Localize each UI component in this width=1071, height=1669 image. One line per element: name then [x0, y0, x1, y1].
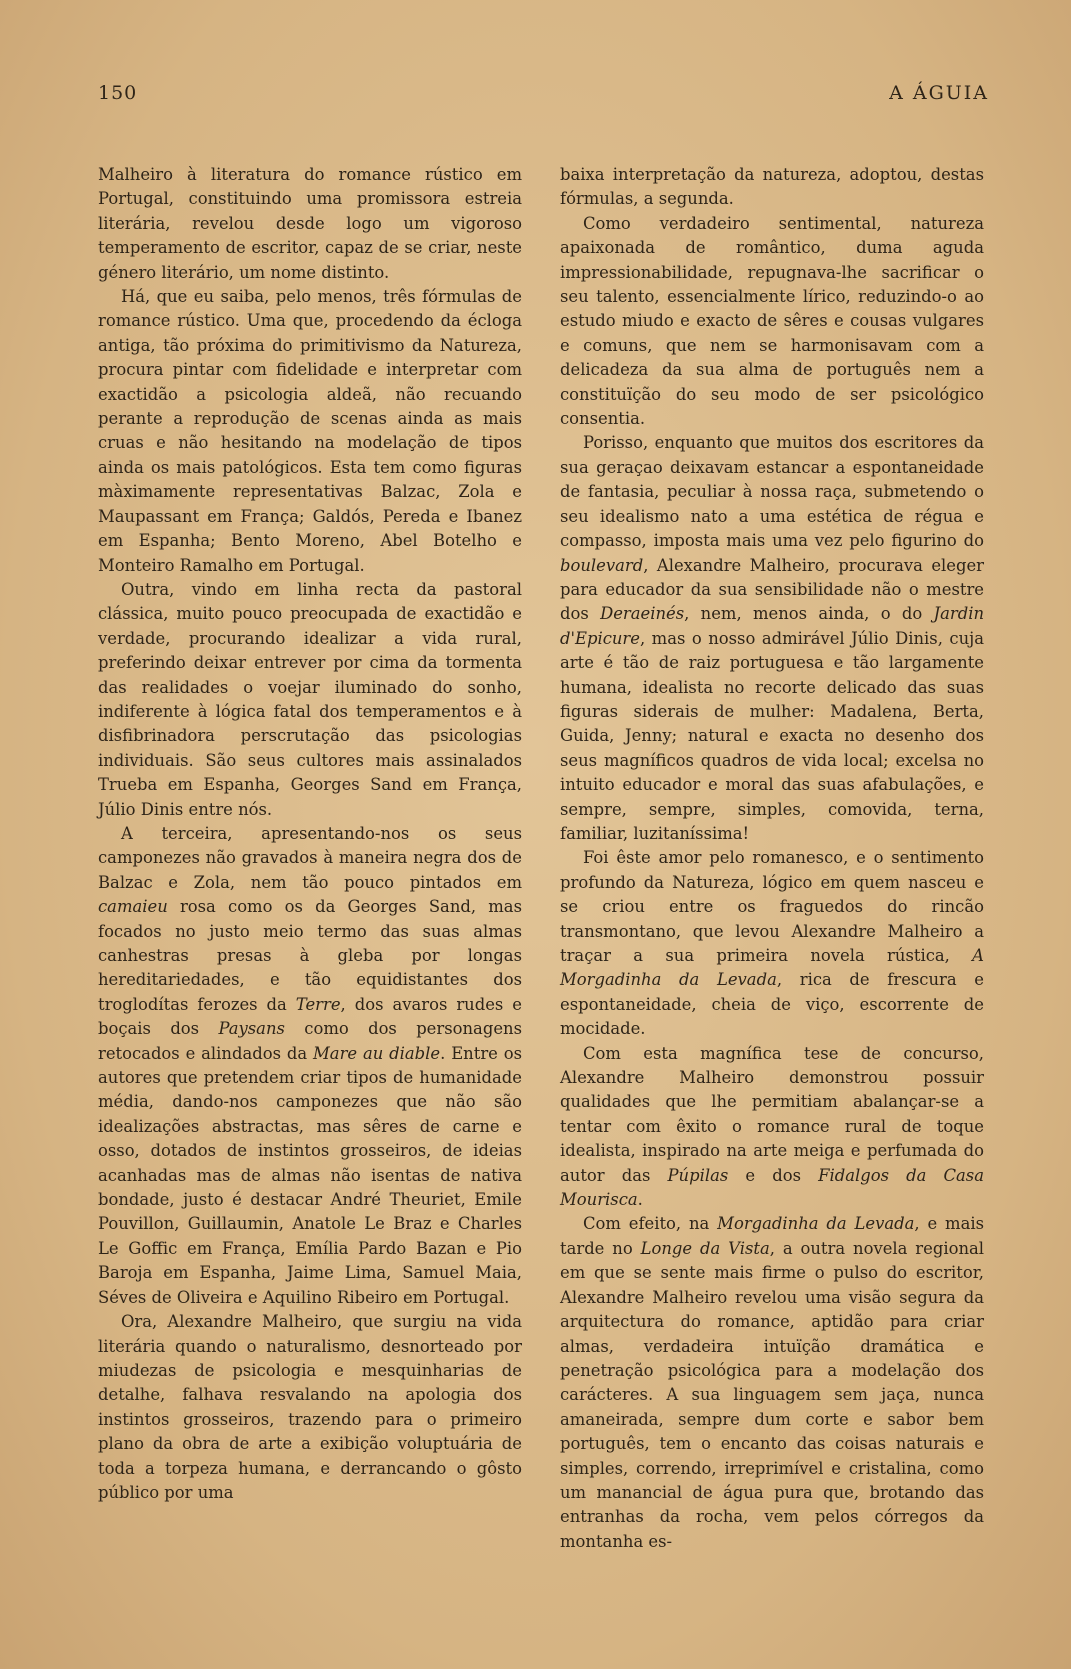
italic-title: Deraeinés [600, 604, 685, 624]
italic-title: Jardin d'Epicure [560, 604, 984, 648]
text-run: , e mais tarde no [560, 1214, 984, 1258]
paragraph: Outra, vindo em linha recta da pastoral clássica, muito pouco preocupada de exactidão e verdade, procurando idealizar a vida rural, preferindo deixar entrever por cima da tormenta das realidades o voejar iluminado do sonho, indiferente à lógica fatal dos temperamentos e à disfibrinadora perscrutação das psicologias individuais. São seus cultores mais assinalados Trueba em Espanha, Georges Sand em França, Júlio Dinis entre nós. [98, 579, 522, 819]
text-run: , nem, menos ainda, o do [684, 604, 934, 624]
text-run: Com esta magnífica tese de concurso, Alexandre Malheiro demonstrou possuir qualidades que lhe permitiam abalançar-se a tentar com êxito o romance rural de toque idealista, inspirado na arte meiga e perfumada do autor das [560, 1043, 984, 1185]
paragraph [560, 1212, 984, 1554]
paragraph: Como verdadeiro sentimental, natureza apaixonada de romântico, duma aguda impressionabilidade, repugnava-lhe sacrificar o seu talento, essencialmente lírico, reduzindo-o ao estudo miudo e exacto de sêres e cousas vulgares e comuns, que nem se harmonisavam com a delicadeza da sua alma de português nem a constituïção do seu modo de ser psicológico consentia. [560, 213, 984, 429]
italic-title: camaieu [98, 897, 168, 917]
text-run: rosa como os da Georges Sand, mas focados no justo meio termo das suas almas canhestras presas à gleba por longas hereditariedades, e tão equidistantes dos troglodítas ferozes da [98, 897, 522, 1014]
text-run: Com efeito, na [582, 1214, 718, 1234]
text-run: como dos personagens retocados e alindados da [98, 1019, 522, 1063]
italic-title: A Morgadinha da Levada [560, 946, 984, 990]
italic-title: Longe da Vista [640, 1238, 770, 1258]
text-run: , Alexandre Malheiro, procurava eleger para educador da sua sensibilidade não o mestre dos [560, 555, 984, 624]
paragraph: Malheiro à literatura do romance rústico em Portugal, constituindo uma promissora estreia literária, revelou desde logo um vigoroso temperamento de escritor, capaz de se criar, neste género literário, um nome distinto. [98, 165, 522, 282]
italic-title: boulevard [560, 555, 644, 575]
text-run: Foi êste amor pelo romanesco, e o sentimento profundo da Natureza, lógico em quem nasceu e se criou entre os fraguedos do rincão transmontano, que levou Alexandre Malheiro a traçar a sua primeira novela rústica, [560, 848, 984, 965]
italic-title: Paysans [218, 1019, 285, 1039]
text-run: . Entre os autores que pretendem criar tipos de humanidade média, dando-nos camponezes que não são idealizações abstractas, mas sêres de carne e osso, dotados de instintos grosseiros, de ideias acanhadas mas de almas não isentas de nativa bondade, justo é destacar André Theuriet, Emile Pouvillon, Guillaumin, Anatole Le Braz e Charles Le Goffic em França, Emília Pardo Bazan e Pio Baroja em Espanha, Jaime Lima, Samuel Maia, Séves de Oliveira e Aquilino Ribeiro em Portugal. [98, 1043, 522, 1307]
text-run: , a outra novela regional em que se sente mais firme o pulso do escritor, Alexandre Malheiro revelou uma visão segura da arquitectura do romance, aptidão para criar almas, verdadeira intuïção dramática e penetração psicológica para a modelação dos carácteres. A sua linguagem sem jaça, nunca amaneirada, sempre dum corte e sabor bem português, tem o encanto das coisas naturais e simples, correndo, irreprimível e cristalina, como um manancial de água pura que, brotando das entranhas da rocha, vem pelos córregos da montanha es- [560, 1238, 985, 1551]
text-run: e dos [728, 1165, 819, 1185]
page-header [98, 82, 989, 112]
page-number: 150 [98, 82, 138, 104]
text-run: , mas o nosso admirável Júlio Dinis, cuja arte é tão de raiz portuguesa e tão largamente humana, idealista no recorte delicado das suas figuras siderais de mulher: Madalena, Berta, Guida, Jenny; natural e exacta no desenho dos seus magníficos quadros de vida local; excelsa no intuito educador e moral das suas afabulações, e sempre, sempre, simples, comovida, terna, familiar, luzitaníssima! [560, 628, 984, 843]
paragraph: baixa interpretação da natureza, adoptou, destas fórmulas, a segunda. [560, 165, 984, 209]
italic-title: Fidalgos da Casa Mourisca [560, 1165, 984, 1210]
paragraph [560, 1042, 984, 1213]
text-run: . [637, 1190, 643, 1210]
paragraph [560, 431, 984, 846]
text-run: A terceira, apresentando-nos os seus camponezes não gravados à maneira negra dos de Balzac e Zola, nem tão pouco pintados em [98, 823, 522, 892]
italic-title: Púpilas [667, 1165, 729, 1185]
paragraph [98, 822, 522, 1310]
left-column [98, 163, 522, 1505]
paragraph: Há, que eu saiba, pelo menos, três fórmulas de romance rústico. Uma que, procedendo da écloga antiga, tão próxima do primitivismo da Natureza, procura pintar com fidelidade e interpretar com exactidão a psicologia aldeã, não recuando perante a reprodução de scenas ainda as mais cruas e não hesitando na modelação de tipos ainda os mais patológicos. Esta tem como figuras màximamente representativas Balzac, Zola e Maupassant em França; Galdós, Pereda e Ibanez em Espanha; Bento Moreno, Abel Botelho e Monteiro Ramalho em Portugal. [98, 287, 522, 575]
paragraph: Ora, Alexandre Malheiro, que surgiu na vida literária quando o naturalismo, desnorteado por miudezas de psicologia e mesquinharias de detalhe, falhava resvalando na apologia dos instintos grosseiros, trazendo para o primeiro plano da obra de arte a exibição voluptuária de toda a torpeza humana, e derrancando o gôsto público por uma [98, 1312, 522, 1502]
right-column [560, 163, 984, 1554]
text-run: , rica de frescura e espontaneidade, cheia de viço, escorrente de mocidade. [560, 970, 985, 1039]
italic-title: Terre [295, 994, 341, 1014]
text-run: Porisso, enquanto que muitos dos escritores da sua geraçao deixavam estancar a espontaneidade de fantasia, peculiar à nossa raça, submetendo o seu idealismo nato a uma estética de régua e compasso, imposta mais uma vez pelo figurino do [560, 433, 984, 551]
italic-title: Mare au diable [313, 1043, 441, 1063]
paragraph [560, 846, 984, 1041]
italic-title: Morgadinha da Levada [717, 1214, 915, 1234]
running-title: A ÁGUIA [889, 82, 989, 104]
text-run: , dos avaros rudes e boçais dos [98, 994, 523, 1039]
